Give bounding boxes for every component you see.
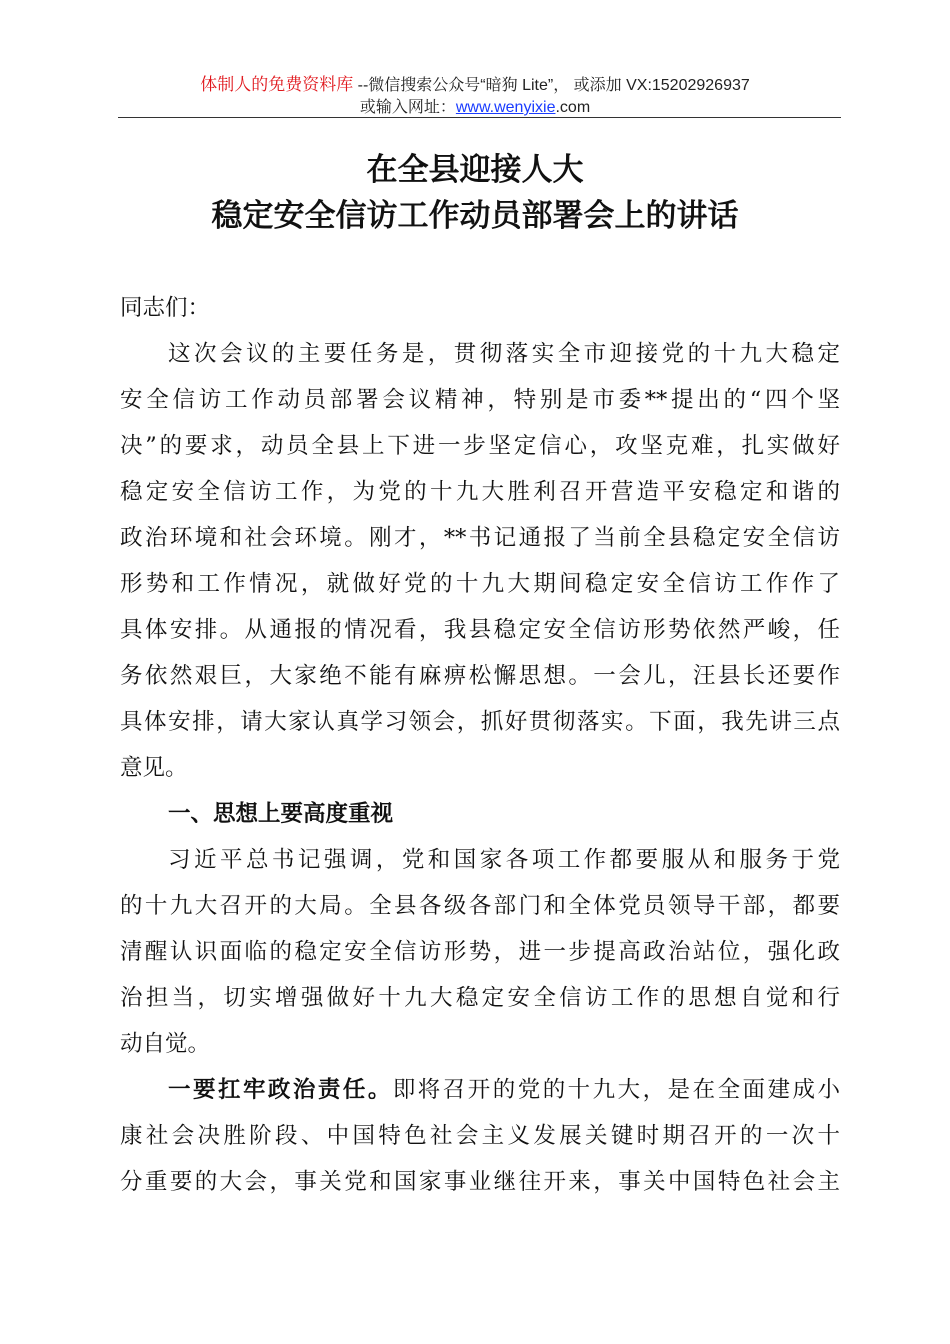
line-text: 康社会决胜阶段、中国特色社会主义发展关键时期召开的一次十: [120, 1123, 840, 1149]
line-text: 的十九大召开的大局。全县各级各部门和全体党员领导干部，都要: [120, 893, 840, 919]
line-text: 即将召开的党的十九大，是在全面建成小: [392, 1077, 840, 1103]
text-line: [120, 469, 840, 515]
line-text: 务依然艰巨，大家绝不能有麻痹松懈思想。一会儿，汪县长还要作: [120, 663, 840, 689]
text-line: [120, 699, 840, 745]
document-body: [120, 285, 840, 1205]
text-line: [120, 1021, 840, 1067]
salutation: 同志们：: [120, 295, 211, 321]
text-line: [120, 561, 840, 607]
text-line: [120, 377, 840, 423]
text-line: [120, 883, 840, 929]
paragraph-1: [120, 331, 840, 791]
text-line: [120, 515, 840, 561]
line-text: 意见。: [120, 755, 188, 781]
text-line: [120, 929, 840, 975]
text-line: [120, 837, 840, 883]
brand-text: 体制人的免费资料库: [200, 75, 354, 94]
line-text: 稳定安全信访工作，为党的十九大胜利召开营造平安稳定和谐的: [120, 479, 840, 505]
line-text: 具体安排。从通报的情况看，我县稳定安全信访形势依然严峻，任: [120, 617, 840, 643]
line-text: 动自觉。: [120, 1031, 211, 1057]
url-prefix: 或输入网址：: [359, 99, 456, 116]
line-text: 具体安排，请大家认真学习领会，抓好贯彻落实。下面，我先讲三点: [120, 709, 840, 735]
line-text: 这次会议的主要任务是，贯彻落实全市迎接党的十九大稳定: [168, 341, 840, 367]
text-line: [120, 975, 840, 1021]
line-text: 决”的要求，动员全县上下进一步坚定信心，攻坚克难，扎实做好: [120, 433, 840, 459]
paragraph-3: [120, 1067, 840, 1205]
website-link[interactable]: www.wenyixie: [455, 99, 556, 116]
line-text: 安全信访工作动员部署会议精神，特别是市委**提出的“四个坚: [120, 387, 840, 413]
text-line: [120, 745, 840, 791]
header-line-2: [0, 94, 950, 117]
url-suffix: .com: [555, 99, 591, 116]
line-text: 分重要的大会，事关党和国家事业继往开来，事关中国特色社会主: [120, 1169, 840, 1195]
line-text: 形势和工作情况，就做好党的十九大期间稳定安全信访工作作了: [120, 571, 840, 597]
text-line: [120, 1113, 840, 1159]
section-heading-1: 一、思想上要高度重视: [168, 801, 394, 827]
text-line: [120, 1159, 840, 1205]
line-text: 治担当，切实增强做好十九大稳定安全信访工作的思想自觉和行: [120, 985, 840, 1011]
text-line: [120, 423, 840, 469]
lead-bold: 一要扛牢政治责任。: [168, 1077, 393, 1103]
paragraph-2: [120, 837, 840, 1067]
text-line: [120, 1067, 840, 1113]
line-text: 清醒认识面临的稳定安全信访形势，进一步提高政治站位，强化政: [120, 939, 840, 965]
title-line-2: 稳定安全信访工作动员部署会上的讲话: [211, 198, 739, 234]
line-text: 政治环境和社会环境。刚才，**书记通报了当前全县稳定安全信访: [120, 525, 840, 551]
text-line: [120, 331, 840, 377]
text-line: [120, 653, 840, 699]
header-line-1: [0, 70, 950, 95]
text-line: [120, 607, 840, 653]
header-divider: [118, 117, 841, 118]
line-text: 习近平总书记强调，党和国家各项工作都要服从和服务于党: [168, 847, 840, 873]
promo-text: --微信搜索公众号“暗狗 Lite”， 或添加 VX:15202926937: [353, 77, 750, 94]
title-line-1: 在全县迎接人大: [366, 152, 584, 188]
